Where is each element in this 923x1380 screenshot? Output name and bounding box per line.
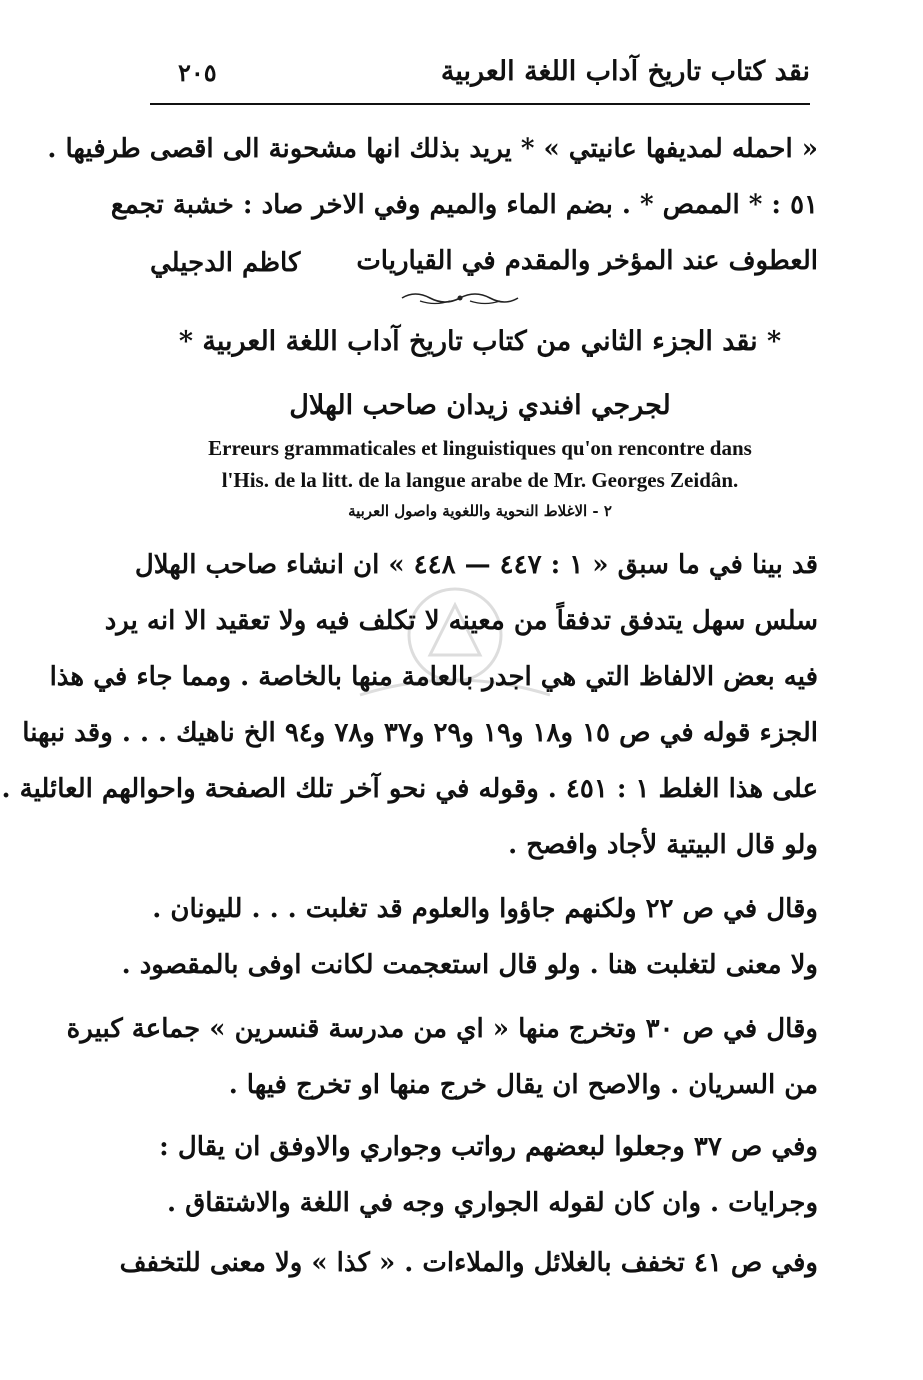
section-caption: ٢ - الاغلاط النحوية واللغوية واصول العربية xyxy=(348,502,612,520)
text-line: العطوف عند المؤخر والمقدم في القياريات xyxy=(356,246,818,276)
text-line: ولو قال البيتية لأجاد وافصح . xyxy=(508,830,818,860)
ornament-divider xyxy=(400,290,520,306)
text-line: وفي ص ٤١ تخفف بالغلائل والملاءات . « كذا » ولا معنى للتخفف xyxy=(119,1248,818,1278)
text-line: ولا معنى لتغلبت هنا . ولو قال استعجمت لكانت اوفى بالمقصود . xyxy=(121,950,818,980)
text-line: ٥١ : * الممص * . بضم الماء والميم وفي الاخر صاد : خشبة تجمع xyxy=(110,190,818,220)
text-line: وجرايات . وان كان لقوله الجواري وجه في اللغة والاشتقاق . xyxy=(167,1188,818,1218)
text-line: قد بينا في ما سبق « ١ : ٤٤٧ — ٤٤٨ » ان انشاء صاحب الهلال xyxy=(134,550,818,580)
section-subtitle: لجرجي افندي زيدان صاحب الهلال xyxy=(289,390,671,421)
text-line: على هذا الغلط ١ : ٤٥١ . وقوله في نحو آخر تلك الصفحة واحوالهم العائلية . xyxy=(1,774,818,804)
running-title: نقد كتاب تاريخ آداب اللغة العربية xyxy=(440,56,810,87)
text-line: « احمله لمديفها عانيتي » * يريد بذلك انها مشحونة الى اقصى طرفيها . xyxy=(47,134,818,164)
text-line: من السريان . والاصح ان يقال خرج منها او تخرج فيها . xyxy=(228,1070,818,1100)
french-line: Erreurs grammaticales et linguistiques qu'on rencontre dans xyxy=(208,436,752,460)
text-line: وفي ص ٣٧ وجعلوا لبعضهم رواتب وجواري والاوفق ان يقال : xyxy=(159,1132,818,1162)
text-line: الجزء قوله في ص ١٥ و١٨ و١٩ و٢٩ و٣٧ و٧٨ و٩٤ الخ ناهيك . . . وقد نبهنا xyxy=(22,718,818,748)
text-line: وقال في ص ٣٠ وتخرج منها « اي من مدرسة قنسرين » جماعة كبيرة xyxy=(66,1014,818,1044)
text-line: فيه بعض الالفاظ التي هي اجدر بالعامة منها بالخاصة . ومما جاء في هذا xyxy=(49,662,818,692)
page-number: ٢٠٥ xyxy=(178,58,217,87)
french-line: l'His. de la litt. de la langue arabe de Mr. Georges Zeidân. xyxy=(221,468,739,492)
author-signature: كاظم الدجيلي xyxy=(150,248,301,278)
section-title: * نقد الجزء الثاني من كتاب تاريخ آداب اللغة العربية * xyxy=(178,326,782,357)
header-rule xyxy=(150,103,810,105)
text-line: سلس سهل يتدفق تدفقاً من معينه لا تكلف فيه ولا تعقيد الا انه يرد xyxy=(104,606,818,636)
text-line: وقال في ص ٢٢ ولكنهم جاؤوا والعلوم قد تغلبت . . . لليونان . xyxy=(152,894,818,924)
library-watermark xyxy=(340,575,570,725)
page-header xyxy=(150,52,810,98)
